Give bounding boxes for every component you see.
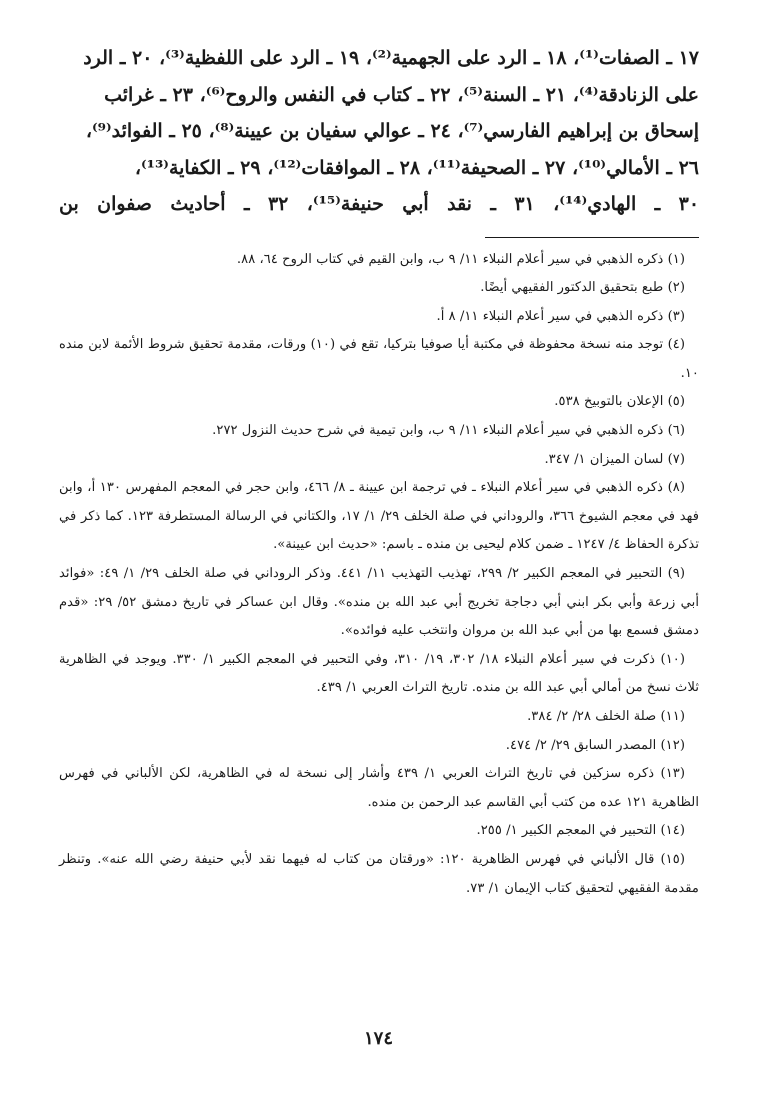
- footnote: (٨) ذكره الذهبي في سير أعلام النبلاء ـ في ترجمة ابن عيينة ـ ٨/ ٤٦٦، وابن حجر في المعجم المفهرس ١٣٠ أ، وابن فهد في معجم الشيوخ ٣٦٦، والروداني في صلة الخلف ٢٩/ ١/ ١٧، والكتاني في الرسالة المستطرفة ١٢٣. كما ذكر في تذكرة الحفاظ ٤/ ١٢٤٧ ـ ضمن كلام ليحيى بن منده ـ باسم: «حديث ابن عيينة».: [59, 480, 700, 553]
- book-page: [59, 40, 699, 903]
- footnote: (١١) صلة الخلف ٢٨/ ٢/ ٣٨٤.: [527, 709, 685, 724]
- main-text-line: ١٧ ـ الصفات⁽¹⁾، ١٨ ـ الرد على الجهمية⁽²⁾، ١٩ ـ الرد على اللفظية⁽³⁾، ٢٠ ـ الرد: [83, 47, 699, 69]
- footnote: (٢) طبع بتحقيق الدكتور الفقيهي أيضًا.: [480, 280, 685, 296]
- main-text-block: [59, 40, 699, 223]
- footnote: (٦) ذكره الذهبي في سير أعلام النبلاء ١١/ ٩ ب، وابن تيمية في شرح حديث النزول ٢٧٢.: [212, 423, 685, 439]
- footnote-divider: [485, 237, 699, 238]
- footnote: (١٢) المصدر السابق ٢٩/ ٢/ ٤٧٤.: [505, 737, 685, 753]
- footnote: (١٥) قال الألباني في فهرس الظاهرية ١٢٠: «ورقتان من كتاب له فيهما نقد لأبي حنيفة رضي الله عنه». وتنظر مقدمة الفقيهي لتحقيق كتاب الإيمان ١/ ٧٣.: [59, 851, 699, 896]
- footnote: (٤) توجد منه نسخة محفوظة في مكتبة أيا صوفيا بتركيا، تقع في (١٠) ورقات، مقدمة تحقيق شروط الأئمة لابن منده ١٠.: [59, 337, 699, 381]
- main-text-line: ٢٦ ـ الأمالي⁽¹⁰⁾، ٢٧ ـ الصحيفة⁽¹¹⁾، ٢٨ ـ الموافقات⁽¹²⁾، ٢٩ ـ الكفاية⁽¹³⁾،: [134, 156, 699, 179]
- footnote: (٩) التحبير في المعجم الكبير ٢/ ٢٩٩، تهذيب التهذيب ١١/ ٤٤١. وذكر الروداني في صلة الخلف ٢٩/ ١/ ٤٩: «فوائد أبي زرعة وأبي بكر ابني أبي دجاجة تخريج أبي عبد الله بن منده». وقال ابن عساكر في تاريخ دمشق ٥٢/ ٢٩: «قدم دمشق فسمع بها من أبي عبد الله بن مروان وانتخب عليه فوائده».: [59, 566, 699, 639]
- footnote: (٣) ذكره الذهبي في سير أعلام النبلاء ١١/ ٨ أ.: [436, 308, 685, 324]
- main-text-line: إسحاق بن إبراهيم الفارسي⁽⁷⁾، ٢٤ ـ عوالي سفيان بن عيينة⁽⁸⁾، ٢٥ ـ الفوائد⁽⁹⁾،: [85, 120, 699, 142]
- footnote: (١٤) التحبير في المعجم الكبير ١/ ٢٥٥.: [476, 823, 685, 839]
- main-text-line: ٣٠ ـ الهادي⁽¹⁴⁾، ٣١ ـ نقد أبي حنيفة⁽¹⁵⁾، ٣٢ ـ أحاديث صفوان بن: [59, 193, 700, 215]
- main-text-line: على الزنادقة⁽⁴⁾، ٢١ ـ السنة⁽⁵⁾، ٢٢ ـ كتاب في النفس والروح⁽⁶⁾، ٢٣ ـ غرائب: [104, 83, 699, 106]
- footnote: (٧) لسان الميزان ١/ ٣٤٧.: [544, 451, 685, 467]
- footnote: (١) ذكره الذهبي في سير أعلام النبلاء ١١/ ٩ ب، وابن القيم في كتاب الروح ٦٤، ٨٨.: [236, 251, 685, 267]
- page-number: ١٧٤: [363, 1028, 393, 1049]
- footnote: (١٣) ذكره سزكين في تاريخ التراث العربي ١/ ٤٣٩ وأشار إلى نسخة له في الظاهرية، لكن الألباني في فهرس الظاهرية ١٢١ عده من كتب أبي القاسم عبد الرحمن بن منده.: [59, 766, 699, 810]
- footnote: (١٠) ذكرت في سير أعلام النبلاء ١٨/ ٣٠٢، ١٩/ ٣١٠، وفي التحبير في المعجم الكبير ١/ ٣٣٠. ويوجد في الظاهرية ثلاث نسخ من أمالي أبي عبد الله بن منده. تاريخ التراث العربي ١/ ٤٣٩.: [59, 651, 699, 696]
- footnote: (٥) الإعلان بالتوبيخ ٥٣٨.: [554, 394, 685, 410]
- footnotes-block: [59, 246, 699, 904]
